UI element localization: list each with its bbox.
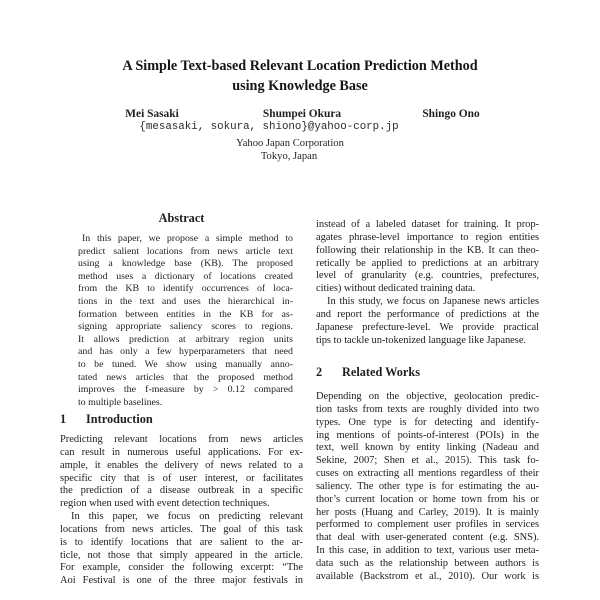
left-column — [60, 0, 303, 600]
related-works-paragraph — [316, 391, 539, 584]
text-line: ing mentions of points-of-interest (POIs) in the — [316, 429, 539, 441]
text-line: locations from news articles. The goal of this task — [60, 523, 303, 535]
text-line: using a knowledge base (KB). The proposed — [78, 258, 293, 270]
related-works-text — [316, 391, 539, 584]
text-line: performed to complement user profiles in services — [316, 519, 539, 531]
text-line: Depending on the objective, geolocation predic- — [316, 391, 539, 402]
text-line: specific city that is of user interest, or facilitates — [60, 472, 303, 484]
author-name-1: Mei Sasaki — [125, 108, 179, 120]
text-line: that deal with user-generated content (e.g. SNS). — [316, 532, 539, 544]
section-number: 2 — [316, 365, 323, 379]
text-line: can result in numerous useful applications. For ex- — [60, 446, 303, 458]
text-line: In this paper, we propose a simple method to — [82, 233, 293, 244]
text-line: cities) without dedicated training data. — [316, 283, 476, 295]
text-line: tated news articles that the proposed method — [78, 371, 293, 383]
text-line: In this case, in addition to text, various user meta- — [316, 545, 539, 557]
text-line: tion tasks from texts are roughly divided into two — [316, 403, 539, 415]
text-line: ticle, not those that simply appeared in the article. — [60, 549, 303, 561]
section-heading-related-works — [316, 365, 539, 380]
title-line-1: A Simple Text-based Relevant Location Prediction Method — [122, 58, 478, 74]
text-line: types. One type is for detecting and identify- — [316, 416, 539, 428]
text-line: signing appropriate saliency scores to regions. — [78, 321, 293, 333]
text-line: and report the performance of predictions at the — [316, 308, 539, 320]
text-line: data such as the relationship between authors is — [316, 557, 539, 569]
section-title: Related Works — [342, 365, 420, 379]
text-line: method uses a dictionary of locations created — [78, 270, 293, 282]
abstract-text — [78, 233, 293, 409]
intro-paragraph-2 — [60, 511, 303, 588]
introduction-text — [60, 434, 303, 588]
text-line: instead of a labeled dataset for training. It prop- — [316, 219, 539, 230]
author-name-3: Shingo Ono — [422, 108, 480, 120]
affiliation-city: Tokyo, Japan — [260, 151, 318, 162]
text-line: tips to tackle un-tokenized language like Japanese. — [316, 334, 526, 346]
author-emails: {mesasaki, sokura, shiono}@yahoo-corp.jp — [139, 121, 399, 133]
text-line: to multiple baselines. — [78, 396, 163, 408]
text-line: In this paper, we focus on predicting relevant — [71, 511, 303, 523]
section-heading-introduction — [60, 412, 303, 427]
text-line: tions in the text and uses the hierarchical in- — [78, 295, 293, 307]
column-continuation-text — [316, 219, 539, 347]
text-line: Japanese prefecture-level. We provide practical — [316, 321, 539, 333]
section-title: Introduction — [86, 412, 153, 426]
affiliation: Yahoo Japan Corporation — [236, 138, 344, 149]
text-line: agates phrase-level importance to region entities — [316, 231, 539, 243]
kb-propagation-paragraph — [316, 219, 539, 296]
text-line: is to identify locations that are salient to the ar- — [60, 536, 303, 548]
text-line: In this study, we focus on Japanese news articles — [327, 296, 539, 308]
text-line: from the KB to identify occurrences of loca- — [78, 283, 293, 295]
text-line: It allows prediction at arbitrary region units — [78, 333, 293, 345]
text-line: Predicting relevant locations from news articles — [60, 434, 303, 445]
text-line: cuses on extracting all mentions regardless of their — [316, 468, 539, 480]
text-line: saliency. The other type is for estimating the au- — [316, 480, 539, 492]
text-line: For example, consider the following excerpt: “The — [60, 562, 303, 574]
text-line: thor’s current location or home town from his or — [316, 493, 539, 505]
text-line: Sekine, 2007; Shen et al., 2015). This task fo- — [316, 455, 539, 467]
text-line: Aoi Festival is one of the three major festivals in — [60, 575, 303, 587]
text-line: improves the f-measure by > 0.12 compared — [78, 384, 293, 396]
text-line: formation between entities in the KB for as- — [78, 308, 293, 320]
text-line: text, well known by entity linking (Nadeau and — [316, 442, 539, 454]
text-line: her posts (Huang and Carley, 2019). It is mainly — [316, 506, 539, 518]
text-line: ample, it enables the delivery of news related to a — [60, 459, 303, 471]
text-line: following their relationship in the KB. It can theo- — [316, 244, 539, 256]
text-line: the prediction of a disease outbreak in a specific — [60, 485, 303, 497]
text-line: available (Backstrom et al., 2010). Our work is — [316, 570, 539, 582]
text-line: to be tuned. We show using manually anno- — [78, 358, 293, 370]
author-name-2: Shumpei Okura — [262, 108, 342, 120]
intro-paragraph-1 — [60, 434, 303, 511]
text-line: retically be applied to predictions at an arbitrary — [316, 257, 539, 269]
text-line: predict salient locations from news article text — [78, 245, 293, 257]
japanese-study-paragraph — [316, 296, 539, 347]
abstract-heading: Abstract — [158, 211, 205, 225]
text-line: region when used with event detection techniques. — [60, 498, 270, 510]
section-number: 1 — [60, 412, 67, 426]
text-line: and has only a few hyperparameters that need — [78, 346, 293, 358]
text-line: level of granularity (e.g. countries, prefectures, — [316, 270, 539, 282]
right-column — [316, 0, 539, 600]
title-line-2: using Knowledge Base — [232, 77, 368, 94]
